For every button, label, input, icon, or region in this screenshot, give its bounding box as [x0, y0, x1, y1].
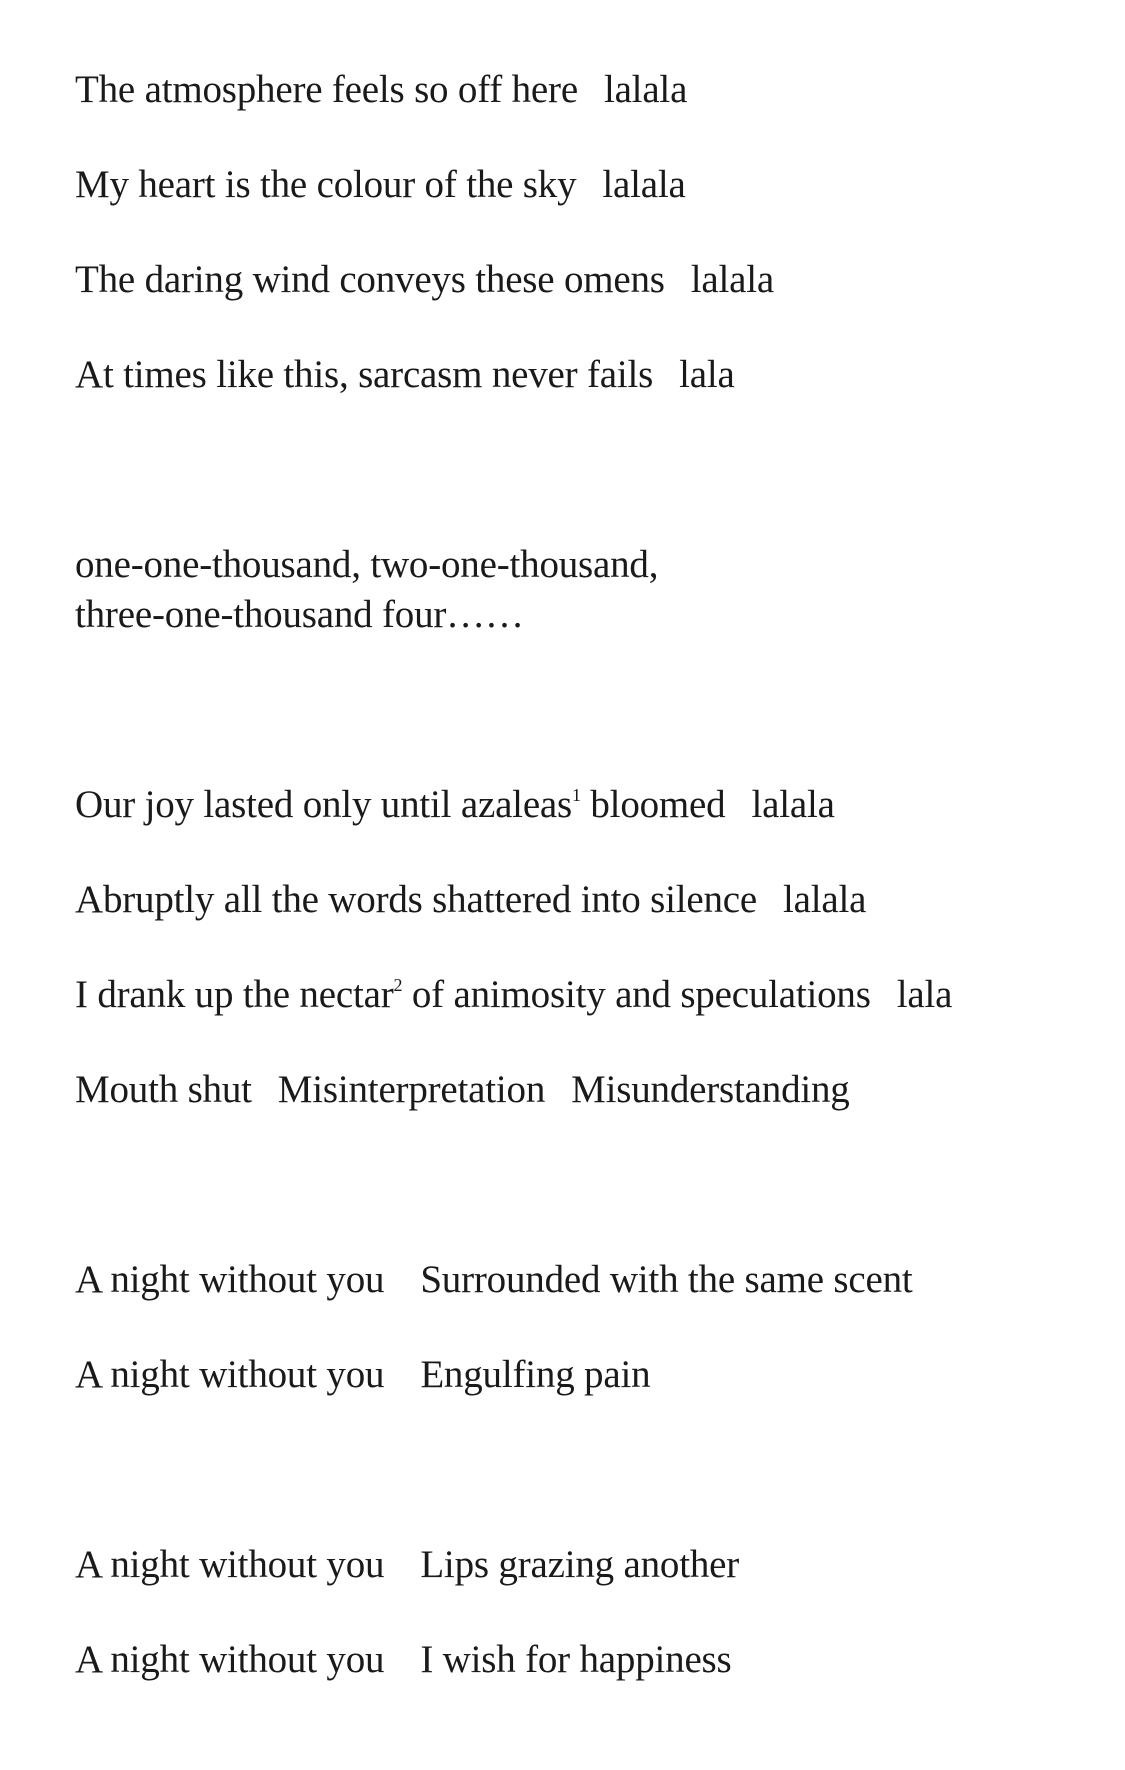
lyric-text: The atmosphere feels so off here	[75, 68, 578, 111]
lyric-line	[75, 1065, 850, 1115]
footnote-marker: 2	[393, 975, 403, 995]
lyric-text: A night without you	[75, 1638, 385, 1681]
lyric-text: I wish for happiness	[420, 1638, 732, 1681]
lyric-line	[75, 780, 835, 830]
lyric-text: Our joy lasted only until azaleas	[75, 783, 573, 826]
lyric-text: Mouth shut	[75, 1068, 252, 1111]
lyric-line	[75, 1350, 650, 1400]
footnote-marker: 1	[572, 785, 581, 805]
lyric-line	[75, 65, 687, 115]
lyric-text: Lips grazing another	[420, 1543, 740, 1586]
lyric-text: Surrounded with the same scent	[420, 1258, 913, 1301]
lyric-text: A night without you	[75, 1543, 385, 1586]
lyric-text: I drank up the nectar	[75, 973, 394, 1016]
lyric-refrain: lala	[679, 353, 735, 396]
lyric-text: A night without you	[75, 1353, 385, 1396]
lyric-text: bloomed	[580, 783, 726, 826]
lyric-text: A night without you	[75, 1258, 385, 1301]
lyric-line	[75, 350, 735, 400]
lyric-refrain: lalala	[751, 783, 835, 826]
lyric-line	[75, 875, 866, 925]
lyric-refrain: lalala	[690, 258, 775, 301]
lyric-line	[75, 160, 686, 210]
lyric-refrain: lalala	[783, 878, 867, 921]
lyric-text: At times like this, sarcasm never fails	[75, 353, 654, 396]
lyric-line	[75, 970, 952, 1020]
lyric-refrain: lalala	[602, 163, 686, 206]
lyric-line: one-one-thousand, two-one-thousand,	[75, 543, 659, 586]
lyric-line	[75, 1255, 913, 1305]
lyric-line	[75, 1635, 732, 1685]
lyric-text: The daring wind conveys these omens	[75, 258, 665, 301]
lyric-line: three-one-thousand four……	[75, 593, 524, 636]
lyric-text: of animosity and speculations	[402, 973, 871, 1016]
lyric-refrain: lalala	[603, 68, 688, 111]
lyric-text: Misinterpretation	[277, 1068, 546, 1111]
lyric-line	[75, 1540, 739, 1590]
lyric-text: Engulfing pain	[420, 1353, 651, 1396]
lyric-text: Abruptly all the words shattered into silence	[75, 878, 757, 921]
lyric-text: My heart is the colour of the sky	[75, 163, 577, 206]
lyric-text: Misunderstanding	[571, 1068, 850, 1111]
lyric-refrain: lala	[896, 973, 953, 1016]
lyric-line	[75, 255, 774, 305]
